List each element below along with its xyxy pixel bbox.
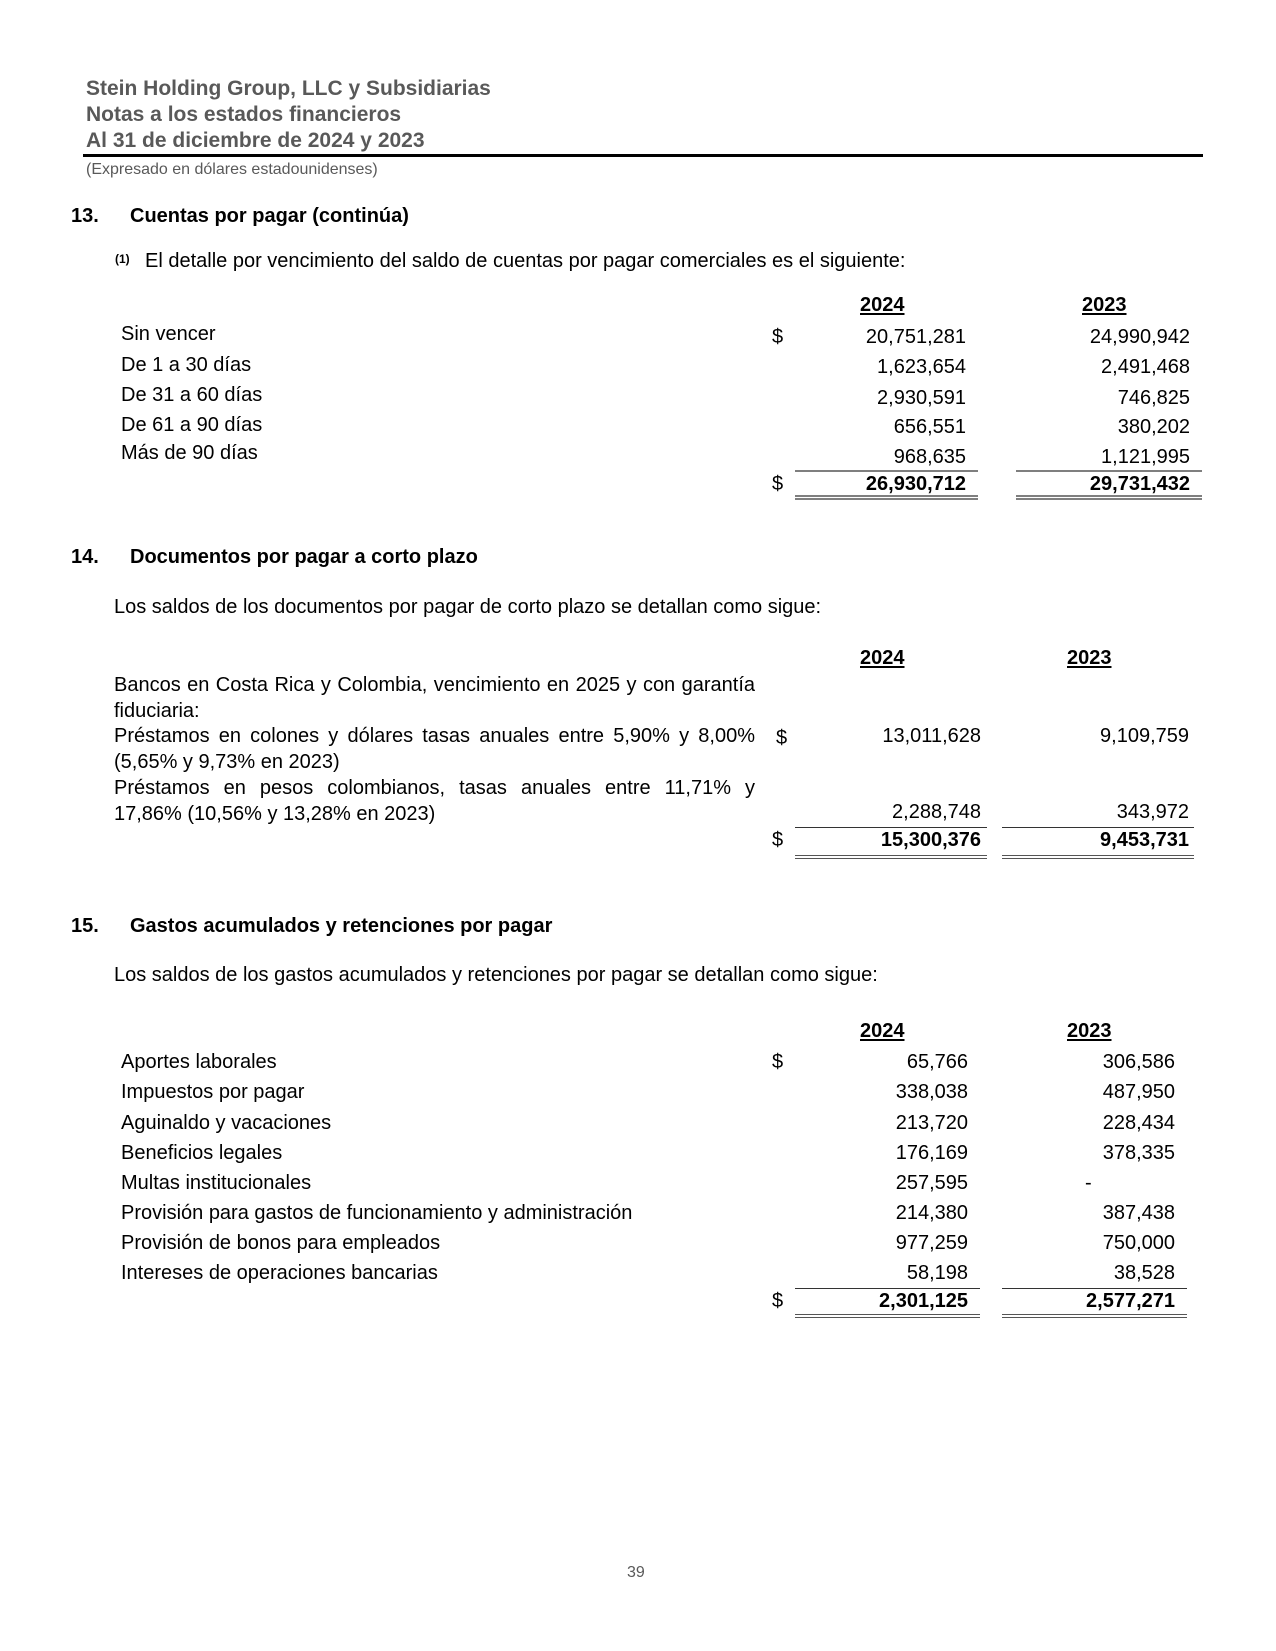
value-2024: 214,380 xyxy=(895,1202,968,1224)
row-label: Aguinaldo y vacaciones xyxy=(121,1112,332,1134)
row-label: Intereses de operaciones bancarias xyxy=(121,1262,438,1284)
column-header-2024: 2024 xyxy=(860,647,905,669)
value-2023: 1,121,995 xyxy=(1101,446,1190,468)
column-header-2023: 2023 xyxy=(1067,1020,1112,1042)
section-title: Gastos acumulados y retenciones por pagar xyxy=(130,915,553,937)
value-2024: 176,169 xyxy=(895,1142,968,1164)
value-2024: 13,011,628 xyxy=(882,725,981,747)
total-currency-symbol: $ xyxy=(772,473,784,495)
value-2024: 977,259 xyxy=(895,1232,968,1254)
currency-symbol: $ xyxy=(776,727,788,749)
subtotal-rule-2023 xyxy=(1002,827,1194,828)
section-number: 15. xyxy=(71,915,99,937)
total-double-rule-2023 xyxy=(1002,1314,1187,1318)
value-2024: 968,635 xyxy=(893,446,966,468)
value-2024: 338,038 xyxy=(895,1081,968,1103)
row-label: Impuestos por pagar xyxy=(121,1081,305,1103)
row-label: Préstamos en pesos colombianos, tasas anuales entre 11,71% y 17,86% (10,56% y 13,28% en 2023) xyxy=(114,777,755,825)
row-label: Beneficios legales xyxy=(121,1142,283,1164)
total-2023: 9,453,731 xyxy=(1100,829,1189,851)
row-label: De 61 a 90 días xyxy=(121,414,263,436)
total-double-rule-2024 xyxy=(795,495,978,500)
total-double-rule-2024 xyxy=(795,855,987,859)
row-label: Provisión de bonos para empleados xyxy=(121,1232,441,1254)
subtotal-rule-2024 xyxy=(795,827,987,828)
value-2024: 656,551 xyxy=(893,416,966,438)
section-intro: Los saldos de los documentos por pagar de corto plazo se detallan como sigue: xyxy=(114,596,822,618)
row-label: Más de 90 días xyxy=(121,442,258,464)
header-rule xyxy=(83,154,1203,157)
value-2024: 20,751,281 xyxy=(865,326,966,348)
total-2023: 2,577,271 xyxy=(1086,1290,1175,1312)
value-2024: 257,595 xyxy=(895,1172,968,1194)
column-header-2024: 2024 xyxy=(860,1020,905,1042)
value-2023: 378,335 xyxy=(1102,1142,1175,1164)
report-title: Notas a los estados financieros xyxy=(86,103,402,126)
total-2024: 2,301,125 xyxy=(879,1290,968,1312)
footnote-marker: (1) xyxy=(115,252,130,266)
subtotal-rule-2024 xyxy=(795,1288,980,1289)
value-2023: - xyxy=(1085,1172,1092,1194)
value-2023: 750,000 xyxy=(1102,1232,1175,1254)
subtotal-rule-2023 xyxy=(1016,470,1202,472)
row-label: Multas institucionales xyxy=(121,1172,312,1194)
value-2024: 65,766 xyxy=(906,1051,968,1073)
currency-symbol: $ xyxy=(772,1051,784,1073)
row-label: Sin vencer xyxy=(121,323,216,345)
value-2024: 213,720 xyxy=(895,1112,968,1134)
value-2023: 2,491,468 xyxy=(1101,356,1190,378)
row-label: De 31 a 60 días xyxy=(121,384,263,406)
value-2023: 387,438 xyxy=(1102,1202,1175,1224)
column-header-2023: 2023 xyxy=(1082,294,1127,316)
value-2023: 343,972 xyxy=(1116,801,1189,823)
total-double-rule-2024 xyxy=(795,1314,980,1318)
section-intro: El detalle por vencimiento del saldo de cuentas por pagar comerciales es el siguiente: xyxy=(145,250,906,272)
value-2024: 1,623,654 xyxy=(877,356,966,378)
value-2023: 380,202 xyxy=(1117,416,1190,438)
total-currency-symbol: $ xyxy=(772,1290,784,1312)
value-2023: 228,434 xyxy=(1102,1112,1175,1134)
value-2023: 746,825 xyxy=(1117,387,1190,409)
column-header-2024: 2024 xyxy=(860,294,905,316)
subtotal-rule-2024 xyxy=(795,470,978,472)
row-label: Provisión para gastos de funcionamiento y administración xyxy=(121,1202,633,1224)
section-number: 14. xyxy=(71,546,99,568)
total-currency-symbol: $ xyxy=(772,829,784,851)
total-double-rule-2023 xyxy=(1016,495,1202,500)
value-2023: 487,950 xyxy=(1102,1081,1175,1103)
group-label: Bancos en Costa Rica y Colombia, vencimiento en 2025 y con garantía fiduciaria: xyxy=(114,674,755,722)
total-double-rule-2023 xyxy=(1002,855,1194,859)
value-2024: 2,288,748 xyxy=(892,801,981,823)
value-2023: 38,528 xyxy=(1113,1262,1175,1284)
section-title: Documentos por pagar a corto plazo xyxy=(130,546,478,568)
report-period: Al 31 de diciembre de 2024 y 2023 xyxy=(86,129,425,152)
row-label: Aportes laborales xyxy=(121,1051,277,1073)
column-header-2023: 2023 xyxy=(1067,647,1112,669)
value-2024: 58,198 xyxy=(906,1262,968,1284)
value-2024: 2,930,591 xyxy=(877,387,966,409)
row-label: De 1 a 30 días xyxy=(121,354,252,376)
currency-note: (Expresado en dólares estadounidenses) xyxy=(86,161,378,178)
company-name: Stein Holding Group, LLC y Subsidiarias xyxy=(86,77,491,100)
total-2023: 29,731,432 xyxy=(1089,473,1190,495)
row-label: Préstamos en colones y dólares tasas anuales entre 5,90% y 8,00% (5,65% y 9,73% en 2023) xyxy=(114,725,755,773)
total-2024: 15,300,376 xyxy=(880,829,981,851)
section-intro: Los saldos de los gastos acumulados y retenciones por pagar se detallan como sigue: xyxy=(114,964,878,986)
page-number: 39 xyxy=(627,1564,645,1581)
subtotal-rule-2023 xyxy=(1002,1288,1187,1289)
value-2023: 9,109,759 xyxy=(1100,725,1189,747)
section-title: Cuentas por pagar (continúa) xyxy=(130,205,409,227)
value-2023: 306,586 xyxy=(1102,1051,1175,1073)
value-2023: 24,990,942 xyxy=(1089,326,1190,348)
section-number: 13. xyxy=(71,205,99,227)
currency-symbol: $ xyxy=(772,326,784,348)
total-2024: 26,930,712 xyxy=(865,473,966,495)
